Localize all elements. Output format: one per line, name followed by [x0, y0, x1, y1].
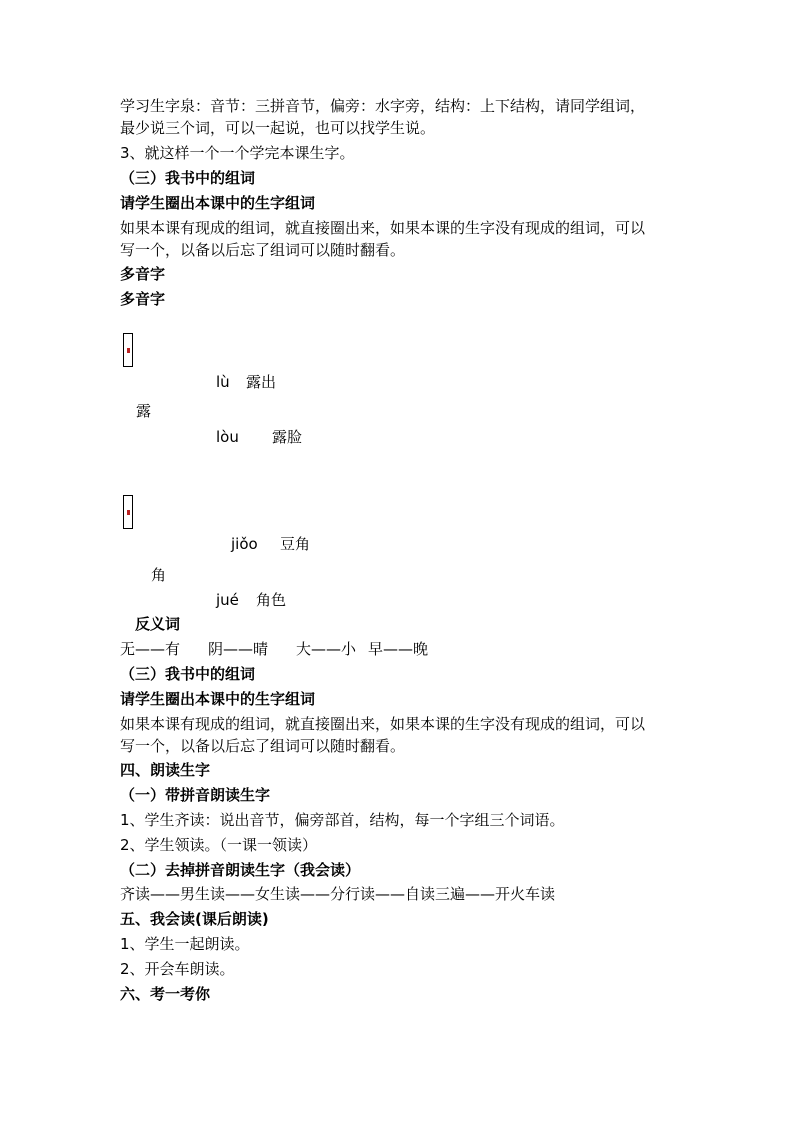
antonym-pair: 早——晚: [368, 640, 429, 658]
brace-icon: [123, 495, 133, 529]
paragraph: 1、学生齐读：说出音节，偏旁部首，结构，每一个字组三个词语。: [120, 811, 565, 829]
paragraph: 学习生字泉：音节：三拼音节，偏旁：水字旁，结构：上下结构，请同学组词，: [120, 97, 646, 115]
section-heading: 反义词: [135, 615, 181, 633]
section-heading: 六、考一考你: [120, 985, 211, 1003]
section-heading: 请学生圈出本课中的生字组词: [120, 194, 316, 212]
section-heading: 四、朗读生字: [120, 761, 211, 779]
paragraph: 写一个，以备以后忘了组词可以随时翻看。: [120, 241, 406, 259]
section-heading: 多音字: [120, 290, 166, 308]
antonym-pair: 大——小: [296, 640, 357, 658]
brace-icon: [123, 333, 133, 367]
subsection-heading: （二）去掉拼音朗读生字（我会读）: [120, 861, 361, 879]
section-heading: 五、我会读(课后朗读): [120, 910, 269, 928]
paragraph: 写一个，以备以后忘了组词可以随时翻看。: [120, 737, 406, 755]
paragraph: 齐读——男生读——女生读——分行读——自读三遍——开火车读: [120, 885, 556, 903]
word: 角色: [256, 591, 287, 609]
section-heading: （三）我书中的组词: [120, 169, 256, 187]
section-heading: （三）我书中的组词: [120, 665, 256, 683]
paragraph: 如果本课有现成的组词，就直接圈出来，如果本课的生字没有现成的组词，可以: [120, 715, 646, 733]
paragraph: 2、学生领读。（一课一领读）: [120, 836, 318, 854]
polyphone-char: 角: [151, 566, 167, 584]
antonym-pair: 阴——晴: [208, 640, 269, 658]
pinyin: lù: [216, 373, 230, 391]
antonym-pair: 无——有: [120, 640, 181, 658]
pinyin: lòu: [216, 428, 239, 446]
paragraph: 2、开会车朗读。: [120, 960, 235, 978]
section-heading: 多音字: [120, 265, 166, 283]
pinyin: jiǒo: [231, 535, 258, 553]
paragraph: 1、学生一起朗读。: [120, 935, 250, 953]
paragraph: 如果本课有现成的组词，就直接圈出来，如果本课的生字没有现成的组词，可以: [120, 219, 646, 237]
pinyin: jué: [216, 591, 239, 609]
paragraph: 3、就这样一个一个学完本课生字。: [120, 144, 355, 162]
word: 露出: [246, 373, 277, 391]
section-heading: 请学生圈出本课中的生字组词: [120, 690, 316, 708]
paragraph: 最少说三个词，可以一起说，也可以找学生说。: [120, 119, 436, 137]
polyphone-char: 露: [136, 402, 152, 420]
word: 露脸: [272, 428, 303, 446]
subsection-heading: （一）带拼音朗读生字: [120, 786, 271, 804]
word: 豆角: [280, 535, 311, 553]
